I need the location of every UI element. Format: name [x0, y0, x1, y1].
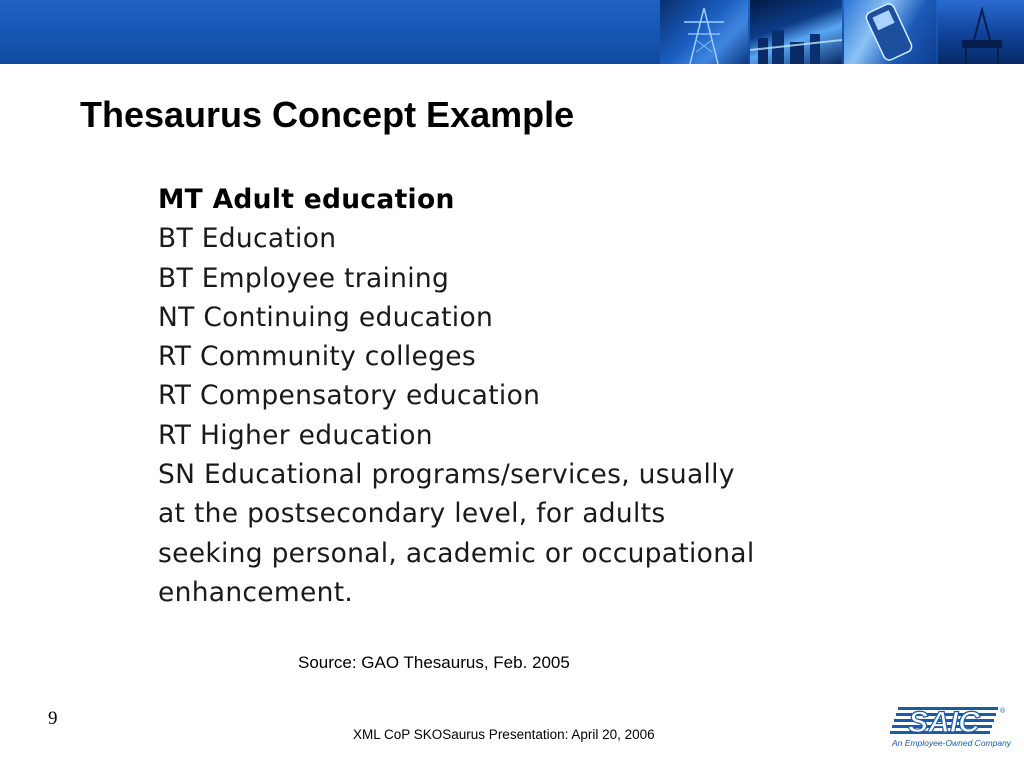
related-term-line: RT Community colleges	[158, 341, 476, 373]
scope-note-line: seeking personal, academic or occupational	[158, 537, 755, 569]
saic-wordmark-icon	[890, 703, 1010, 739]
mobile-phone-icon	[844, 0, 936, 64]
phone-photo	[844, 0, 936, 64]
footer-text: XML CoP SKOSaurus Presentation: April 20, 2006	[353, 727, 655, 742]
main-term-line: MT Adult education	[158, 184, 455, 215]
source-citation: Source: GAO Thesaurus, Feb. 2005	[298, 653, 570, 672]
power-tower-photo	[660, 0, 748, 64]
slide-title: Thesaurus Concept Example	[80, 94, 575, 135]
related-term-line: RT Higher education	[158, 419, 433, 451]
power-tower-icon	[660, 0, 748, 64]
oil-rig-photo	[938, 0, 1024, 64]
scope-note-line: enhancement.	[158, 576, 354, 608]
page-number: 9	[48, 708, 58, 729]
saic-tagline: An Employee-Owned Company	[892, 738, 1012, 748]
top-banner	[0, 0, 1024, 64]
oil-rig-icon	[938, 0, 1024, 64]
city-skyline-icon	[750, 0, 842, 64]
saic-logo	[890, 703, 1010, 751]
svg-text:SAIC: SAIC	[908, 706, 980, 739]
related-term-line: RT Compensatory education	[158, 380, 541, 412]
thesaurus-entry-image	[158, 180, 938, 612]
svg-text:®: ®	[1000, 708, 1006, 715]
scope-note-line: at the postsecondary level, for adults	[158, 498, 666, 530]
narrower-term-line: NT Continuing education	[158, 301, 494, 333]
scope-note-line: SN Educational programs/services, usually	[158, 459, 735, 491]
city-lights-photo	[750, 0, 842, 64]
broader-term-line: BT Education	[158, 223, 337, 255]
banner-photo-strip	[660, 0, 1024, 64]
broader-term-line: BT Employee training	[158, 262, 450, 294]
